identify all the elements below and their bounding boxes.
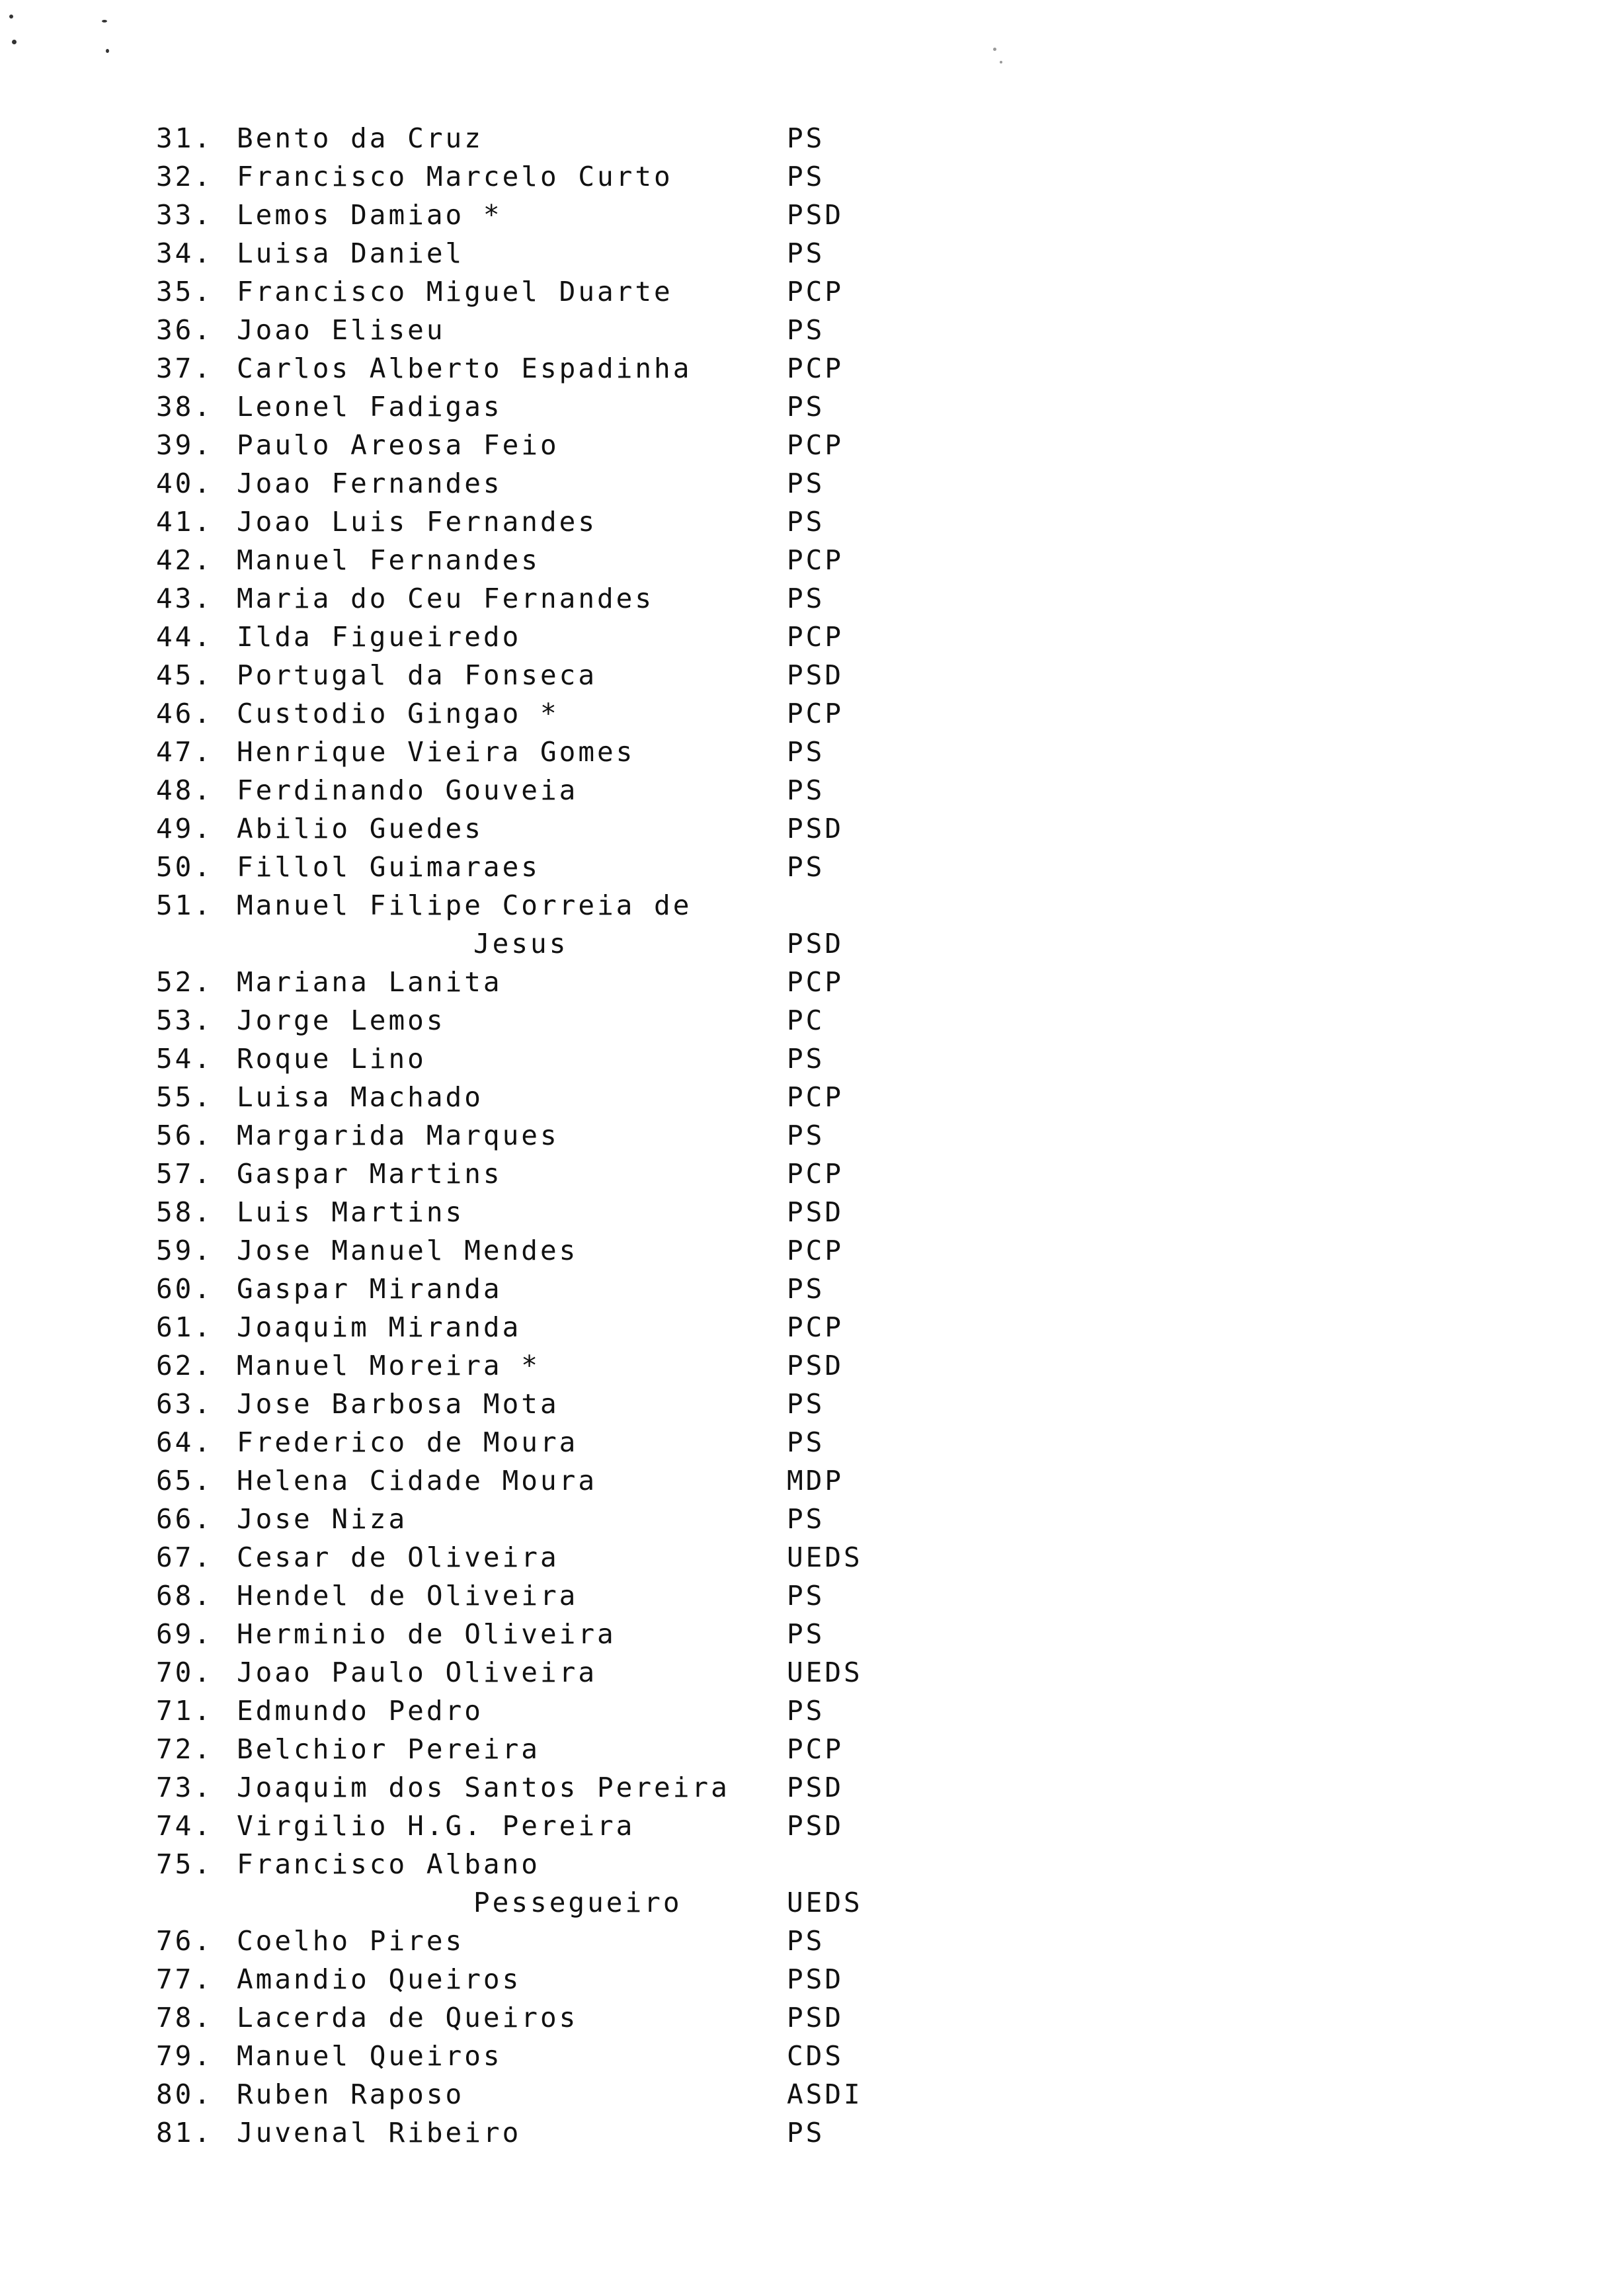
- party-code: PSD: [787, 199, 844, 231]
- entry-number: 67.: [156, 1541, 214, 1573]
- list-item: [0, 2113, 1608, 2152]
- member-name: Leonel Fadigas: [237, 391, 502, 423]
- entry-number: 61.: [156, 1311, 214, 1343]
- list-item: [0, 1155, 1608, 1193]
- member-name: Maria do Ceu Fernandes: [237, 583, 655, 614]
- party-code: UEDS: [787, 1541, 863, 1573]
- scan-speck: [102, 20, 107, 22]
- entry-number: 60.: [156, 1273, 214, 1305]
- entry-number: 41.: [156, 506, 214, 538]
- entry-number: 31.: [156, 122, 214, 154]
- party-code: PSD: [787, 1810, 844, 1842]
- member-name: Margarida Marques: [237, 1120, 559, 1151]
- list-item: [0, 311, 1608, 349]
- entry-number: 56.: [156, 1120, 214, 1151]
- member-name: Juvenal Ribeiro: [237, 2117, 522, 2149]
- scan-speck: [1000, 61, 1002, 63]
- list-item: [0, 1040, 1608, 1078]
- entry-number: 43.: [156, 583, 214, 614]
- list-item: [0, 1577, 1608, 1615]
- entry-number: 39.: [156, 429, 214, 461]
- member-name: Henrique Vieira Gomes: [237, 736, 635, 768]
- party-code: PS: [787, 314, 825, 346]
- member-name: Manuel Moreira *: [237, 1350, 540, 1381]
- party-code: PCP: [787, 698, 844, 729]
- list-item: [0, 1960, 1608, 1998]
- entry-number: 57.: [156, 1158, 214, 1190]
- party-code: PSD: [787, 2002, 844, 2033]
- member-name: Herminio de Oliveira: [237, 1618, 616, 1650]
- member-name: Hendel de Oliveira: [237, 1580, 579, 1612]
- party-code: PSD: [787, 1196, 844, 1228]
- entry-number: 51.: [156, 889, 214, 921]
- entry-number: 46.: [156, 698, 214, 729]
- member-name: Joao Fernandes: [237, 468, 502, 499]
- list-item: [0, 272, 1608, 311]
- member-name: Manuel Fernandes: [237, 544, 540, 576]
- member-name: Joaquim Miranda: [237, 1311, 522, 1343]
- member-name: Virgilio H.G. Pereira: [237, 1810, 635, 1842]
- list-item: [0, 1538, 1608, 1577]
- list-item: [0, 1653, 1608, 1692]
- member-name-continuation: Jesus: [473, 928, 569, 960]
- party-code: PCP: [787, 1081, 844, 1113]
- list-item: [0, 2037, 1608, 2075]
- member-name: Jose Manuel Mendes: [237, 1235, 579, 1266]
- list-item: [0, 579, 1608, 618]
- member-name: Frederico de Moura: [237, 1426, 579, 1458]
- entry-number: 38.: [156, 391, 214, 423]
- entry-number: 79.: [156, 2040, 214, 2072]
- party-code: PS: [787, 1273, 825, 1305]
- party-code: ASDI: [787, 2078, 863, 2110]
- list-item: [0, 1500, 1608, 1538]
- entry-number: 47.: [156, 736, 214, 768]
- list-item: [0, 2075, 1608, 2113]
- list-item: [0, 924, 1608, 963]
- entry-number: 72.: [156, 1733, 214, 1765]
- list-item: [0, 694, 1608, 733]
- entry-number: 71.: [156, 1695, 214, 1727]
- entry-number: 64.: [156, 1426, 214, 1458]
- list-item: [0, 1922, 1608, 1960]
- party-code: PCP: [787, 544, 844, 576]
- party-code: PSD: [787, 659, 844, 691]
- member-name: Mariana Lanita: [237, 966, 502, 998]
- entry-number: 77.: [156, 1963, 214, 1995]
- list-item: [0, 1346, 1608, 1385]
- member-name: Manuel Queiros: [237, 2040, 502, 2072]
- entry-number: 76.: [156, 1925, 214, 1957]
- member-name-continuation: Pessegueiro: [473, 1887, 682, 1918]
- list-item: [0, 1845, 1608, 1883]
- party-code: PCP: [787, 352, 844, 384]
- member-name: Francisco Albano: [237, 1848, 540, 1880]
- party-code: PS: [787, 1426, 825, 1458]
- member-name: Manuel Filipe Correia de: [237, 889, 692, 921]
- member-name: Lemos Damiao *: [237, 199, 502, 231]
- member-name: Edmundo Pedro: [237, 1695, 483, 1727]
- list-item: [0, 541, 1608, 579]
- entry-number: 58.: [156, 1196, 214, 1228]
- list-item: [0, 196, 1608, 234]
- member-list: [0, 119, 1608, 2152]
- party-code: PS: [787, 391, 825, 423]
- member-name: Jose Barbosa Mota: [237, 1388, 559, 1420]
- entry-number: 34.: [156, 237, 214, 269]
- party-code: PS: [787, 774, 825, 806]
- member-name: Portugal da Fonseca: [237, 659, 597, 691]
- entry-number: 74.: [156, 1810, 214, 1842]
- party-code: PS: [787, 2117, 825, 2149]
- entry-number: 55.: [156, 1081, 214, 1113]
- list-item: [0, 618, 1608, 656]
- list-item: [0, 1270, 1608, 1308]
- list-item: [0, 1998, 1608, 2037]
- list-item: [0, 1116, 1608, 1155]
- party-code: UEDS: [787, 1657, 863, 1688]
- list-item: [0, 1692, 1608, 1730]
- member-name: Gaspar Miranda: [237, 1273, 502, 1305]
- party-code: PS: [787, 1580, 825, 1612]
- list-item: [0, 1385, 1608, 1423]
- party-code: MDP: [787, 1465, 844, 1496]
- entry-number: 66.: [156, 1503, 214, 1535]
- scan-speck: [12, 40, 17, 44]
- member-name: Bento da Cruz: [237, 122, 483, 154]
- entry-number: 75.: [156, 1848, 214, 1880]
- entry-number: 52.: [156, 966, 214, 998]
- list-item: [0, 809, 1608, 848]
- list-item: [0, 963, 1608, 1001]
- entry-number: 53.: [156, 1004, 214, 1036]
- party-code: PCP: [787, 1733, 844, 1765]
- member-name: Gaspar Martins: [237, 1158, 502, 1190]
- party-code: PS: [787, 122, 825, 154]
- entry-number: 78.: [156, 2002, 214, 2033]
- party-code: PSD: [787, 813, 844, 844]
- party-code: PS: [787, 1388, 825, 1420]
- scan-speck: [106, 49, 109, 53]
- member-name: Luis Martins: [237, 1196, 465, 1228]
- party-code: PCP: [787, 429, 844, 461]
- list-item: [0, 733, 1608, 771]
- list-item: [0, 1078, 1608, 1116]
- party-code: PS: [787, 237, 825, 269]
- entry-number: 80.: [156, 2078, 214, 2110]
- entry-number: 69.: [156, 1618, 214, 1650]
- list-item: [0, 234, 1608, 272]
- list-item: [0, 1807, 1608, 1845]
- member-name: Carlos Alberto Espadinha: [237, 352, 692, 384]
- entry-number: 70.: [156, 1657, 214, 1688]
- party-code: UEDS: [787, 1887, 863, 1918]
- entry-number: 54.: [156, 1043, 214, 1075]
- member-name: Joao Eliseu: [237, 314, 446, 346]
- entry-number: 45.: [156, 659, 214, 691]
- entry-number: 81.: [156, 2117, 214, 2149]
- entry-number: 40.: [156, 468, 214, 499]
- member-name: Francisco Marcelo Curto: [237, 161, 673, 192]
- member-name: Ferdinando Gouveia: [237, 774, 579, 806]
- list-item: [0, 1001, 1608, 1040]
- member-name: Belchior Pereira: [237, 1733, 540, 1765]
- list-item: [0, 1730, 1608, 1768]
- list-item: [0, 1883, 1608, 1922]
- member-name: Joao Luis Fernandes: [237, 506, 597, 538]
- party-code: PS: [787, 736, 825, 768]
- member-name: Lacerda de Queiros: [237, 2002, 579, 2033]
- entry-number: 62.: [156, 1350, 214, 1381]
- party-code: PSD: [787, 1350, 844, 1381]
- entry-number: 48.: [156, 774, 214, 806]
- member-name: Coelho Pires: [237, 1925, 465, 1957]
- member-name: Abilio Guedes: [237, 813, 483, 844]
- list-item: [0, 886, 1608, 924]
- party-code: PS: [787, 506, 825, 538]
- entry-number: 42.: [156, 544, 214, 576]
- member-name: Paulo Areosa Feio: [237, 429, 559, 461]
- list-item: [0, 157, 1608, 196]
- member-name: Custodio Gingao *: [237, 698, 559, 729]
- entry-number: 36.: [156, 314, 214, 346]
- entry-number: 32.: [156, 161, 214, 192]
- entry-number: 50.: [156, 851, 214, 883]
- list-item: [0, 503, 1608, 541]
- list-item: [0, 426, 1608, 464]
- entry-number: 59.: [156, 1235, 214, 1266]
- member-name: Roque Lino: [237, 1043, 426, 1075]
- list-item: [0, 1308, 1608, 1346]
- list-item: [0, 1615, 1608, 1653]
- member-name: Ruben Raposo: [237, 2078, 465, 2110]
- entry-number: 65.: [156, 1465, 214, 1496]
- party-code: PS: [787, 583, 825, 614]
- list-item: [0, 349, 1608, 388]
- list-item: [0, 656, 1608, 694]
- list-item: [0, 1423, 1608, 1461]
- member-name: Jose Niza: [237, 1503, 408, 1535]
- list-item: [0, 388, 1608, 426]
- member-name: Amandio Queiros: [237, 1963, 522, 1995]
- scan-speck: [9, 15, 13, 19]
- party-code: PCP: [787, 621, 844, 653]
- party-code: PS: [787, 161, 825, 192]
- party-code: PSD: [787, 1963, 844, 1995]
- party-code: PCP: [787, 1158, 844, 1190]
- party-code: PS: [787, 1043, 825, 1075]
- party-code: PSD: [787, 1772, 844, 1803]
- entry-number: 63.: [156, 1388, 214, 1420]
- member-name: Luisa Daniel: [237, 237, 465, 269]
- party-code: PS: [787, 1618, 825, 1650]
- party-code: PS: [787, 1503, 825, 1535]
- list-item: [0, 771, 1608, 809]
- list-item: [0, 1461, 1608, 1500]
- list-item: [0, 1193, 1608, 1231]
- entry-number: 68.: [156, 1580, 214, 1612]
- entry-number: 35.: [156, 276, 214, 308]
- list-item: [0, 1231, 1608, 1270]
- member-name: Fillol Guimaraes: [237, 851, 540, 883]
- entry-number: 44.: [156, 621, 214, 653]
- party-code: PS: [787, 851, 825, 883]
- entry-number: 49.: [156, 813, 214, 844]
- member-name: Joao Paulo Oliveira: [237, 1657, 597, 1688]
- member-name: Jorge Lemos: [237, 1004, 446, 1036]
- party-code: PS: [787, 1695, 825, 1727]
- party-code: PCP: [787, 276, 844, 308]
- entry-number: 73.: [156, 1772, 214, 1803]
- list-item: [0, 848, 1608, 886]
- member-name: Francisco Miguel Duarte: [237, 276, 673, 308]
- scan-speck: [993, 48, 996, 51]
- list-item: [0, 464, 1608, 503]
- party-code: PC: [787, 1004, 825, 1036]
- party-code: PCP: [787, 966, 844, 998]
- member-name: Helena Cidade Moura: [237, 1465, 597, 1496]
- party-code: PCP: [787, 1235, 844, 1266]
- party-code: PS: [787, 468, 825, 499]
- list-item: [0, 1768, 1608, 1807]
- party-code: PCP: [787, 1311, 844, 1343]
- entry-number: 37.: [156, 352, 214, 384]
- entry-number: 33.: [156, 199, 214, 231]
- party-code: PS: [787, 1120, 825, 1151]
- party-code: PSD: [787, 928, 844, 960]
- party-code: PS: [787, 1925, 825, 1957]
- member-name: Cesar de Oliveira: [237, 1541, 559, 1573]
- member-name: Luisa Machado: [237, 1081, 483, 1113]
- list-item: [0, 119, 1608, 157]
- party-code: CDS: [787, 2040, 844, 2072]
- member-name: Joaquim dos Santos Pereira: [237, 1772, 730, 1803]
- member-name: Ilda Figueiredo: [237, 621, 522, 653]
